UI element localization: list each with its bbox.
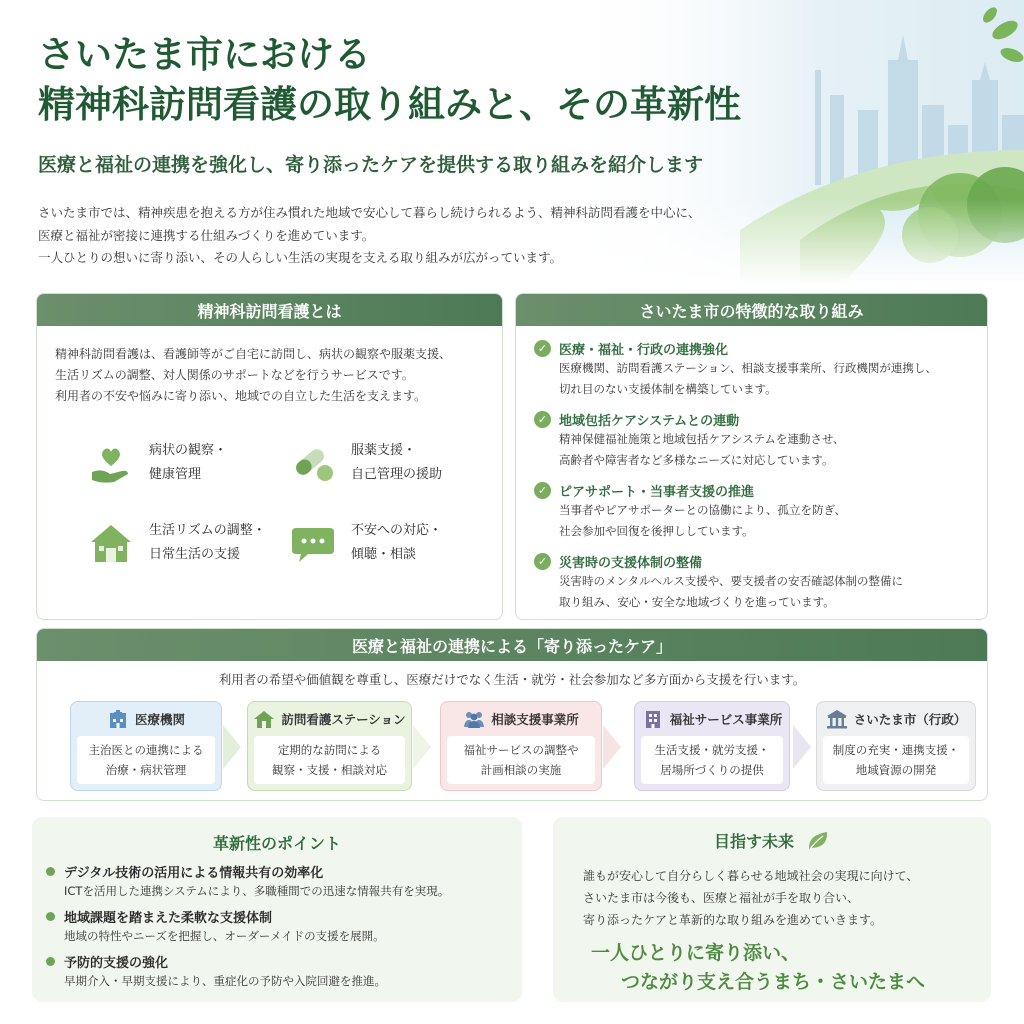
hero-section xyxy=(0,0,1024,285)
service-label: 傾聴・相談 xyxy=(351,547,417,562)
org-desc-line: 生活支援・就労支援・ xyxy=(654,743,770,757)
future-text xyxy=(583,865,918,931)
speech-bubble-icon xyxy=(289,519,337,567)
future-line: 寄り添ったケアと革新的な取り組みを進めていきます。 xyxy=(583,913,883,927)
slogan-line-1: 一人ひとりに寄り添い、 xyxy=(591,942,801,964)
org-name: 福祉サービス事業所 xyxy=(669,712,783,727)
check-icon: ✓ xyxy=(534,411,551,428)
innovation-item xyxy=(46,861,449,901)
org-name: 訪問看護ステーション xyxy=(281,712,406,727)
future-heading: 目指す未来 xyxy=(713,832,794,851)
intro-text xyxy=(38,202,701,270)
check-icon: ✓ xyxy=(534,340,551,357)
service-label: 自己管理の援助 xyxy=(351,467,443,482)
innovation-title: 地域課題を踏まえた柔軟な支援体制 xyxy=(64,910,273,926)
feature-desc-line: 高齢者や障害者など多様なニーズに対応しています。 xyxy=(559,452,834,467)
intro-line: 医療と福祉が密接に連携する仕組みづくりを進めています。 xyxy=(38,227,375,243)
feature-title: 医療・福祉・行政の連携強化 xyxy=(559,342,729,358)
bullet-dot-icon xyxy=(46,912,55,921)
feature-item xyxy=(534,338,984,399)
flow-arrow xyxy=(223,725,241,769)
future-line: 誰もが安心して自分らしく暮らせる地域社会の実現に向けて、 xyxy=(583,869,919,883)
innovation-heading: 革新性のポイント xyxy=(212,834,341,853)
org-card-city-government xyxy=(816,701,976,791)
page-title-line-1: さいたま市における xyxy=(38,33,371,76)
intro-line: 一人ひとりの想いに寄り添い、その人らしい生活の実現を支える取り組みが広がっています。 xyxy=(38,250,563,265)
about-heading: 精神科訪問看護とは xyxy=(37,294,502,326)
feature-list xyxy=(534,338,984,620)
org-name: 医療機関 xyxy=(134,712,185,727)
service-label: 日常生活の支援 xyxy=(149,547,241,562)
feature-item xyxy=(534,480,984,541)
innovation-desc: 地域の特性やニーズを把握し、オーダーメイドの支援を展開。 xyxy=(64,929,385,943)
about-description xyxy=(37,326,502,407)
service-item-counseling xyxy=(289,519,442,567)
feature-title: 地域包括ケアシステムとの連動 xyxy=(559,413,740,429)
about-panel xyxy=(36,293,503,620)
org-desc-line: 福祉サービスの調整や xyxy=(463,743,579,757)
org-card-hospital xyxy=(70,701,222,791)
org-desc-line: 観察・支援・相談対応 xyxy=(272,763,387,777)
care-heading: 医療と福祉の連携による「寄り添ったケア」 xyxy=(37,629,987,661)
page-title-line-2: 精神科訪問看護の取り組みと、その革新性 xyxy=(38,83,741,126)
heart-hand-icon xyxy=(87,439,135,487)
service-label: 病状の観察・ xyxy=(149,443,228,458)
slogan-line-2: つながり支え合うまち・さいたまへ xyxy=(621,971,926,993)
org-desc-line: 治療・病状管理 xyxy=(105,763,187,777)
care-org-flow xyxy=(37,701,988,791)
innovation-panel xyxy=(32,817,522,1002)
innovation-desc: ICTを活用した連携システムにより、多職種間での迅速な情報共有を実現。 xyxy=(64,884,450,898)
feature-title: 災害時の支援体制の整備 xyxy=(559,555,703,571)
intro-line: さいたま市では、精神疾患を抱える方が住み慣れた地域で安心して暮らし続けられるよう、精神科訪問看護を中心に、 xyxy=(38,205,701,220)
service-item-daily-life xyxy=(87,519,266,567)
features-panel xyxy=(515,293,988,620)
bullet-dot-icon xyxy=(46,957,55,966)
org-desc-line: 定期的な訪問による xyxy=(277,743,382,757)
feature-desc-line: 医療機関、訪問看護ステーション、相談支援事業所、行政機関が連携し、 xyxy=(559,361,937,375)
about-desc-line: 精神科訪問看護は、看護師等がご自宅に訪問し、病状の観察や服薬支援、 xyxy=(55,347,452,361)
innovation-title: 予防的支援の強化 xyxy=(64,955,169,971)
future-line: さいたま市は今後も、医療と福祉が手を取り合い、 xyxy=(583,891,860,905)
feature-desc-line: 取り組み、安心・安全な地域づくりを進っています。 xyxy=(559,594,835,609)
org-name: 相談支援事業所 xyxy=(491,712,579,727)
innovation-desc: 早期介入・早期支援により、重症化の予防や入院回避を推進。 xyxy=(64,974,386,988)
innovation-title: デジタル技術の活用による情報共有の効率化 xyxy=(64,865,324,881)
feature-title: ピアサポート・当事者支援の推進 xyxy=(559,484,755,500)
feature-item xyxy=(534,551,984,612)
service-item-health xyxy=(87,439,227,487)
house-icon xyxy=(253,709,275,729)
org-name: さいたま市（行政） xyxy=(853,712,967,727)
page-subtitle: 医療と福祉の連携を強化し、寄り添ったケアを提供する取り組みを紹介します xyxy=(38,154,704,176)
page-title xyxy=(38,30,741,130)
innovation-item xyxy=(46,906,449,946)
bullet-dot-icon xyxy=(46,867,55,876)
future-panel xyxy=(553,817,991,1002)
innovation-list xyxy=(46,861,449,996)
innovation-item xyxy=(46,951,449,991)
care-lead-text: 利用者の希望や価値観を尊重し、医療だけでなく生活・就労・社会参加など多方面から支援を行います。 xyxy=(218,672,806,687)
service-label: 生活リズムの調整・ xyxy=(149,523,266,538)
care-collaboration-panel xyxy=(36,628,988,801)
org-card-visiting-nursing xyxy=(247,701,412,791)
feature-desc-line: 社会参加や回復を後押ししています。 xyxy=(559,523,754,538)
org-card-consultation xyxy=(440,701,602,791)
people-icon xyxy=(463,709,485,729)
city-hall-icon xyxy=(826,709,848,729)
org-desc-line: 地域資源の開発 xyxy=(855,763,937,777)
service-label: 服薬支援・ xyxy=(351,443,417,458)
about-desc-line: 生活リズムの調整、対人関係のサポートなどを行うサービスです。 xyxy=(55,368,414,382)
features-heading: さいたま市の特徴的な取り組み xyxy=(516,294,987,326)
building-icon xyxy=(642,709,664,729)
org-desc-line: 主治医との連携による xyxy=(88,743,204,757)
check-icon: ✓ xyxy=(534,553,551,570)
feature-desc-line: 精神保健福祉施策と地域包括ケアシステムを連動させ、 xyxy=(559,432,845,446)
org-desc-line: 計画相談の実施 xyxy=(480,763,562,777)
service-label: 不安への対応・ xyxy=(351,523,443,538)
flow-arrow xyxy=(603,725,621,769)
check-icon: ✓ xyxy=(534,482,551,499)
leaf-icon xyxy=(806,830,830,852)
slogan xyxy=(591,939,925,997)
feature-item xyxy=(534,409,984,470)
feature-desc-line: 災害時のメンタルヘルス支援や、要支援者の安否確認体制の整備に xyxy=(559,574,903,588)
flow-arrow xyxy=(793,725,811,769)
house-icon xyxy=(87,519,135,567)
future-heading-row xyxy=(553,829,991,852)
flow-arrow xyxy=(413,725,431,769)
org-desc-line: 居場所づくりの提供 xyxy=(660,763,764,777)
org-desc-line: 制度の充実・連携支援・ xyxy=(832,743,960,757)
hospital-icon xyxy=(107,709,129,729)
service-item-medication xyxy=(289,439,442,487)
org-card-welfare-service xyxy=(634,701,790,791)
capsule-icon xyxy=(289,439,337,487)
feature-desc-line: 切れ目のない支援体制を構築しています。 xyxy=(559,381,777,396)
service-label: 健康管理 xyxy=(149,467,202,482)
feature-desc-line: 当事者やピアサポーターとの協働により、孤立を防ぎ、 xyxy=(559,503,847,517)
about-desc-line: 利用者の不安や悩みに寄り添い、地域での自立した生活を支えます。 xyxy=(55,389,427,403)
